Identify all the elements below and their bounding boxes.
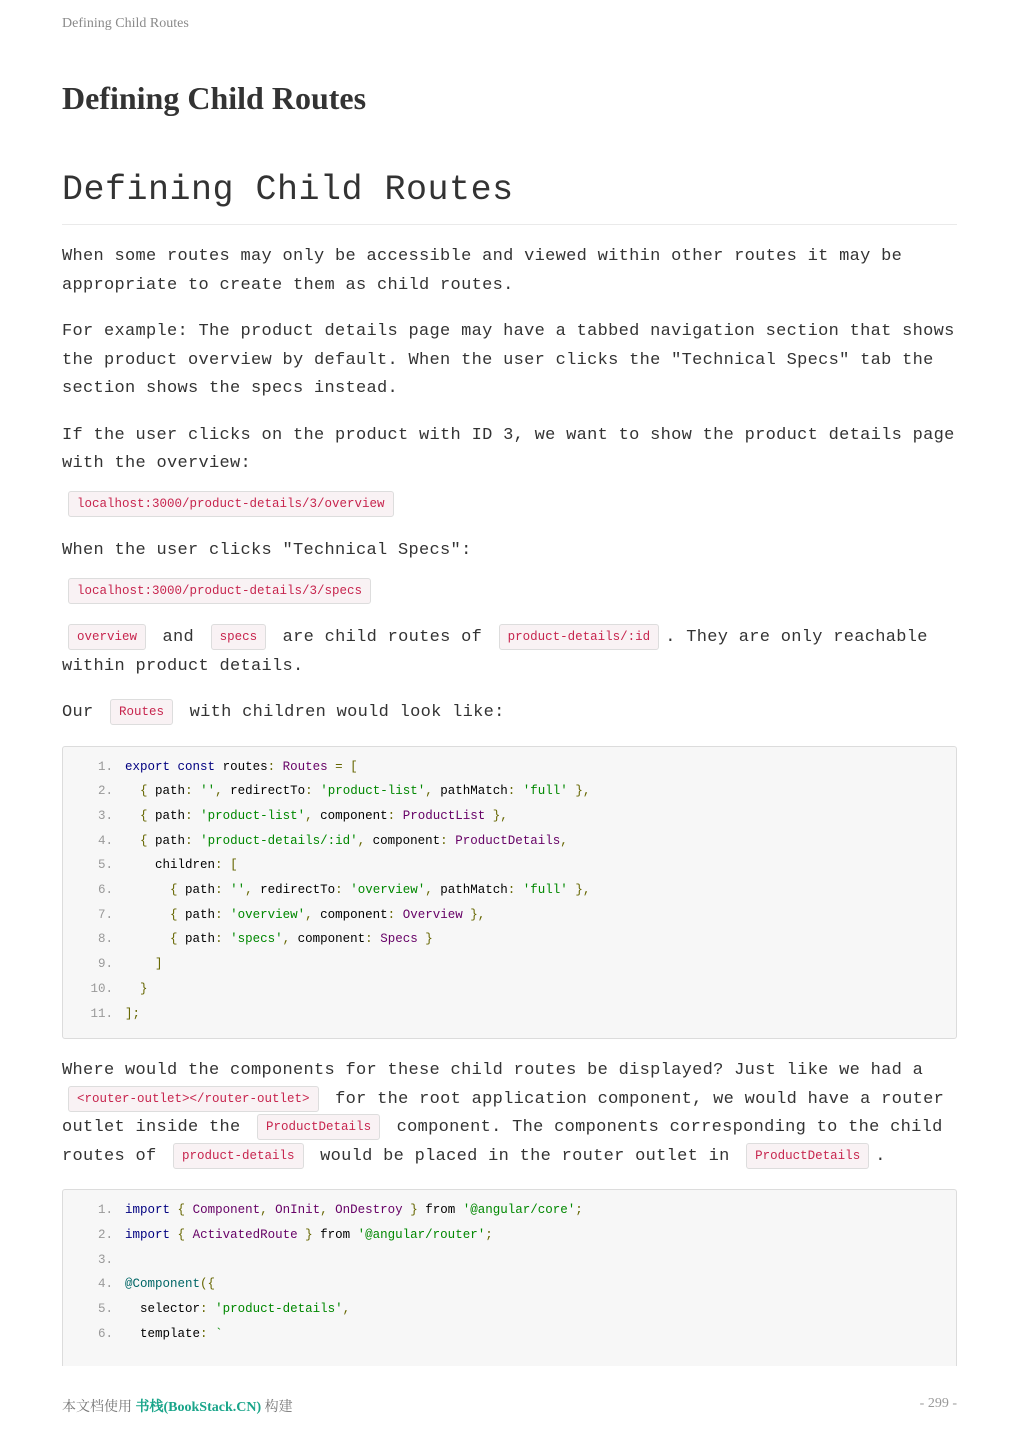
line-number: 9. bbox=[97, 957, 113, 972]
line-number: 6. bbox=[97, 883, 113, 898]
line-number: 10. bbox=[90, 981, 113, 996]
article-content bbox=[62, 170, 957, 1366]
line-number: 6. bbox=[97, 1326, 113, 1341]
code-line: 10. } bbox=[63, 977, 956, 1002]
page bbox=[62, 0, 957, 1440]
code-line: 3. { path: 'product-list', component: ProductList }, bbox=[63, 804, 956, 829]
code-line: 11. ]; bbox=[63, 1002, 956, 1027]
code-line bbox=[63, 1248, 956, 1273]
text-and: and bbox=[162, 628, 195, 647]
inline-code-router-outlet: <router-outlet></router-outlet> bbox=[68, 1086, 319, 1112]
text-where-displayed: Where would the components for these child routes be displayed? Just like we had a bbox=[62, 1061, 924, 1081]
code-line: 1. export const routes: Routes = [ bbox=[63, 755, 956, 780]
line-number: 8. bbox=[97, 932, 113, 947]
line-number: 2. bbox=[97, 1227, 113, 1242]
paragraph-technical-specs: When the user clicks "Technical Specs": bbox=[62, 541, 472, 560]
code-line: 2. { path: '', redirectTo: 'product-list', pathMatch: 'full' }, bbox=[63, 779, 956, 804]
text-reachable: . They are only reachable within product details. bbox=[62, 628, 928, 676]
code-line: 4. { path: 'product-details/:id', component: ProductDetails, bbox=[63, 829, 956, 854]
inline-code-overview: overview bbox=[68, 624, 146, 650]
text-components-corresponding: component. The components corresponding to the child routes of bbox=[62, 1118, 943, 1166]
line-number: 5. bbox=[97, 858, 113, 873]
text-placed-in: would be placed in the router outlet in bbox=[320, 1146, 730, 1166]
text-root-component: for the root application component, we would have a router outlet inside the bbox=[62, 1089, 945, 1138]
footer-credit bbox=[62, 1396, 293, 1416]
text-with-children: with children would look like: bbox=[189, 703, 505, 722]
line-number: 11. bbox=[90, 1006, 113, 1021]
footer-brand-link[interactable]: 书栈(BookStack.CN) bbox=[135, 1400, 262, 1415]
line-number: 4. bbox=[97, 833, 113, 848]
code-line: 1. import { Component, OnInit, OnDestroy } from '@angular/core'; bbox=[63, 1198, 956, 1223]
paragraph-router-outlet bbox=[62, 1057, 957, 1171]
line-number: 2. bbox=[97, 784, 113, 799]
line-number: 7. bbox=[97, 907, 113, 922]
paragraph-example: For example: The product details page may have a tabbed navigation section that shows the product overview by default. When the user clicks the "Technical Specs" tab the section shows the specs instead. bbox=[62, 322, 955, 398]
line-number: 4. bbox=[97, 1277, 113, 1292]
line-number: 3. bbox=[97, 1252, 113, 1267]
line-number: 3. bbox=[97, 808, 113, 823]
inline-code-product-details: product-details bbox=[173, 1143, 304, 1169]
inline-code-url-overview: localhost:3000/product-details/3/overview bbox=[68, 491, 394, 517]
paragraph-child-routes bbox=[62, 624, 957, 681]
text-child-routes-of: are child routes of bbox=[282, 628, 483, 647]
code-line: 4. @Component({ bbox=[63, 1272, 956, 1297]
paragraph-product-id: If the user clicks on the product with ID 3, we want to show the product details page with the overview: bbox=[62, 425, 955, 473]
code-block-component bbox=[62, 1189, 957, 1366]
code-line: 2. import { ActivatedRoute } from '@angular/router'; bbox=[63, 1223, 956, 1248]
code-line: 6. template: ` bbox=[63, 1322, 956, 1347]
code-line: 8. { path: 'specs', component: Specs } bbox=[63, 927, 956, 952]
code-line: 5. selector: 'product-details', bbox=[63, 1297, 956, 1322]
url-overview-line bbox=[62, 491, 957, 520]
code-line: 6. { path: '', redirectTo: 'overview', pathMatch: 'full' }, bbox=[63, 878, 956, 903]
inline-code-product-details-id: product-details/:id bbox=[499, 624, 660, 650]
footer-prefix: 本文档使用 bbox=[62, 1400, 132, 1415]
line-number: 5. bbox=[97, 1302, 113, 1317]
paragraph-routes-children bbox=[62, 699, 957, 728]
inline-code-url-specs: localhost:3000/product-details/3/specs bbox=[68, 578, 371, 604]
chapter-title: Defining Child Routes bbox=[62, 80, 367, 116]
code-block-routes bbox=[62, 746, 957, 1040]
inline-code-productdetails-2: ProductDetails bbox=[746, 1143, 869, 1169]
paragraph-intro: When some routes may only be accessible and viewed within other routes it may be appropriate to create them as child routes. bbox=[62, 247, 903, 295]
code-line: 9. ] bbox=[63, 952, 956, 977]
text-our: Our bbox=[62, 703, 94, 722]
running-header: Defining Child Routes bbox=[62, 16, 189, 31]
section-heading: Defining Child Routes bbox=[62, 170, 957, 225]
inline-code-productdetails: ProductDetails bbox=[257, 1114, 380, 1140]
footer-suffix: 构建 bbox=[264, 1400, 293, 1415]
line-number: 1. bbox=[97, 759, 113, 774]
text-period: . bbox=[875, 1146, 886, 1166]
url-specs-line bbox=[62, 578, 957, 607]
line-number: 1. bbox=[97, 1203, 113, 1218]
inline-code-routes: Routes bbox=[110, 699, 173, 725]
inline-code-specs: specs bbox=[211, 624, 267, 650]
code-line: 5. children: [ bbox=[63, 853, 956, 878]
code-line: 7. { path: 'overview', component: Overview }, bbox=[63, 903, 956, 928]
page-number: - 299 - bbox=[919, 1396, 957, 1411]
